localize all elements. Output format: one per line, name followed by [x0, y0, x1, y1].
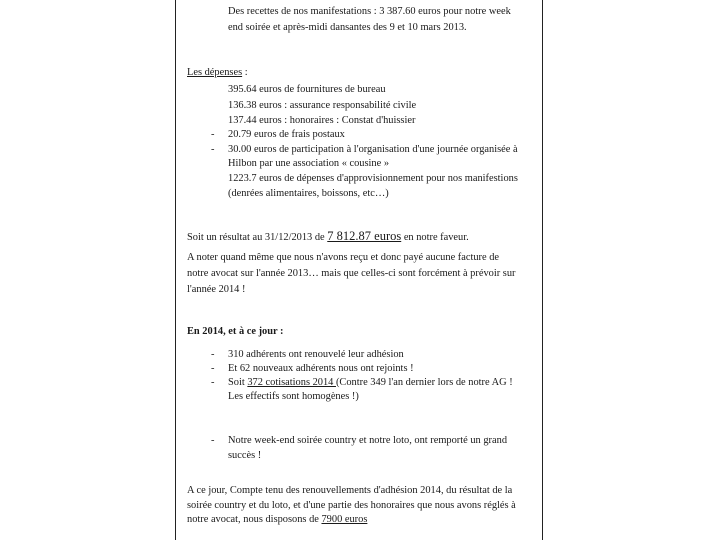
conclusion-line-3 — [187, 514, 367, 526]
en2014-item-3-part-3: (Contre 349 l'an dernier lors de notre AG ! — [335, 377, 513, 388]
depenses-heading-text: Les dépenses — [187, 67, 243, 78]
en2014-item-1-dash: - — [211, 349, 215, 360]
conclusion-line-1: A ce jour, Compte tenu des renouvellements d'adhésion 2014, du résultat de la — [187, 485, 513, 496]
resultat-suffix: en notre faveur. — [401, 232, 469, 243]
en2014-item-5: Notre week-end soirée country et notre loto, ont remporté un grand — [228, 435, 508, 446]
note-line-2: notre avocat sur l'année 2013… mais que celles-ci sont forcément à prévoir sur — [187, 268, 516, 279]
resultat-amount: 7 812.87 euros — [327, 229, 402, 243]
depense-item-5-line-2: Hilbon par une association « cousine » — [228, 158, 390, 169]
depense-item-6-line-2: (denrées alimentaires, boissons, etc…) — [228, 188, 389, 199]
depense-item-5-line-1: 30.00 euros de participation à l'organisation d'une journée organisée à — [228, 144, 518, 155]
resultat-line — [187, 230, 469, 244]
depense-item-4-dash: - — [211, 129, 215, 140]
en2014-item-3-dash: - — [211, 377, 215, 388]
en2014-item-3 — [228, 377, 513, 389]
recettes-line-1: Des recettes de nos manifestations : 3 387.60 euros pour notre week — [228, 6, 511, 17]
resultat-prefix: Soit un résultat au 31/12/2013 de — [187, 232, 328, 243]
depense-item-4: 20.79 euros de frais postaux — [228, 129, 345, 140]
conclusion-line-2: soirée country et du loto, et d'une partie des honoraires que nous avons réglés à — [187, 500, 516, 511]
depenses-heading-colon: : — [242, 67, 248, 78]
recettes-line-2: end soirée et après-midi dansantes des 9 et 10 mars 2013. — [228, 22, 467, 33]
en2014-item-2: Et 62 nouveaux adhérents nous ont rejoints ! — [228, 363, 414, 374]
depense-item-3: 137.44 euros : honoraires : Constat d'huissier — [228, 115, 416, 126]
en2014-item-3-part-1: Soit — [228, 377, 248, 388]
depense-item-5-dash: - — [211, 144, 215, 155]
depenses-heading — [187, 67, 248, 79]
note-line-3: l'année 2014 ! — [187, 284, 246, 295]
conclusion-line-3-prefix: notre avocat, nous disposons de — [187, 514, 322, 525]
en2014-item-4: Les effectifs sont homogènes !) — [228, 391, 359, 402]
depense-item-1: 395.64 euros de fournitures de bureau — [228, 84, 386, 95]
note-line-1: A noter quand même que nous n'avons reçu et donc payé aucune facture de — [187, 252, 500, 263]
conclusion-amount: 7900 euros — [321, 514, 368, 525]
en2014-item-5-dash: - — [211, 435, 215, 446]
depense-item-6-line-1: 1223.7 euros de dépenses d'approvisionnement pour nos manifestions — [228, 173, 518, 184]
en2014-item-3-cotisations: 372 cotisations 2014 — [247, 377, 336, 388]
en2014-heading: En 2014, et à ce jour : — [187, 326, 284, 337]
en2014-item-1: 310 adhérents ont renouvelé leur adhésion — [228, 349, 404, 360]
en2014-item-2-dash: - — [211, 363, 215, 374]
en2014-item-6: succès ! — [228, 450, 262, 461]
depense-item-2: 136.38 euros : assurance responsabilité civile — [228, 100, 417, 111]
